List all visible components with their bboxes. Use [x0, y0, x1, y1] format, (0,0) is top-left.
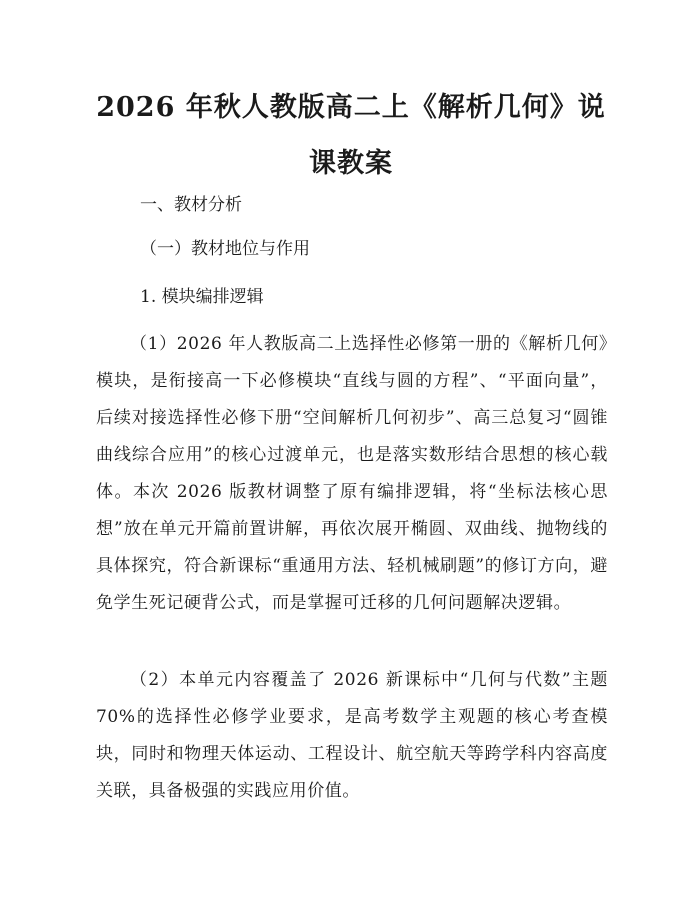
paragraph-1: （1）2026 年人教版高二上选择性必修第一册的《解析几何》模块，是衔接高一下必修模块“直线与圆的方程”、“平面向量”，后续对接选择性必修下册“空间解析几何初步”、高三总复习“圆锥曲线综合应用”的核心过渡单元，也是落实数形结合思想的核心载体。本次 2026 版教材调整了原有编排逻辑，将“坐标法核心思想”放在单元开篇前置讲解，再依次展开椭圆、双曲线、抛物线的具体探究，符合新课标“重通用方法、轻机械刷题”的修订方向，避免学生死记硬背公式，而是掌握可迁移的几何问题解决逻辑。: [96, 334, 608, 613]
subsection-heading: （一）教材地位与作用: [140, 239, 310, 259]
paragraph-2: （2）本单元内容覆盖了 2026 新课标中“几何与代数”主题 70%的选择性必修学业要求，是高考数学主观题的核心考查模块，同时和物理天体运动、工程设计、航空航天等跨学科内容高度关联，具备极强的实践应用价值。: [96, 670, 608, 801]
document-title: 2026 年秋人教版高二上《解析几何》说课教案: [96, 92, 606, 179]
section-heading: 一、教材分析: [140, 195, 242, 215]
item-heading: 1. 模块编排逻辑: [140, 287, 264, 307]
